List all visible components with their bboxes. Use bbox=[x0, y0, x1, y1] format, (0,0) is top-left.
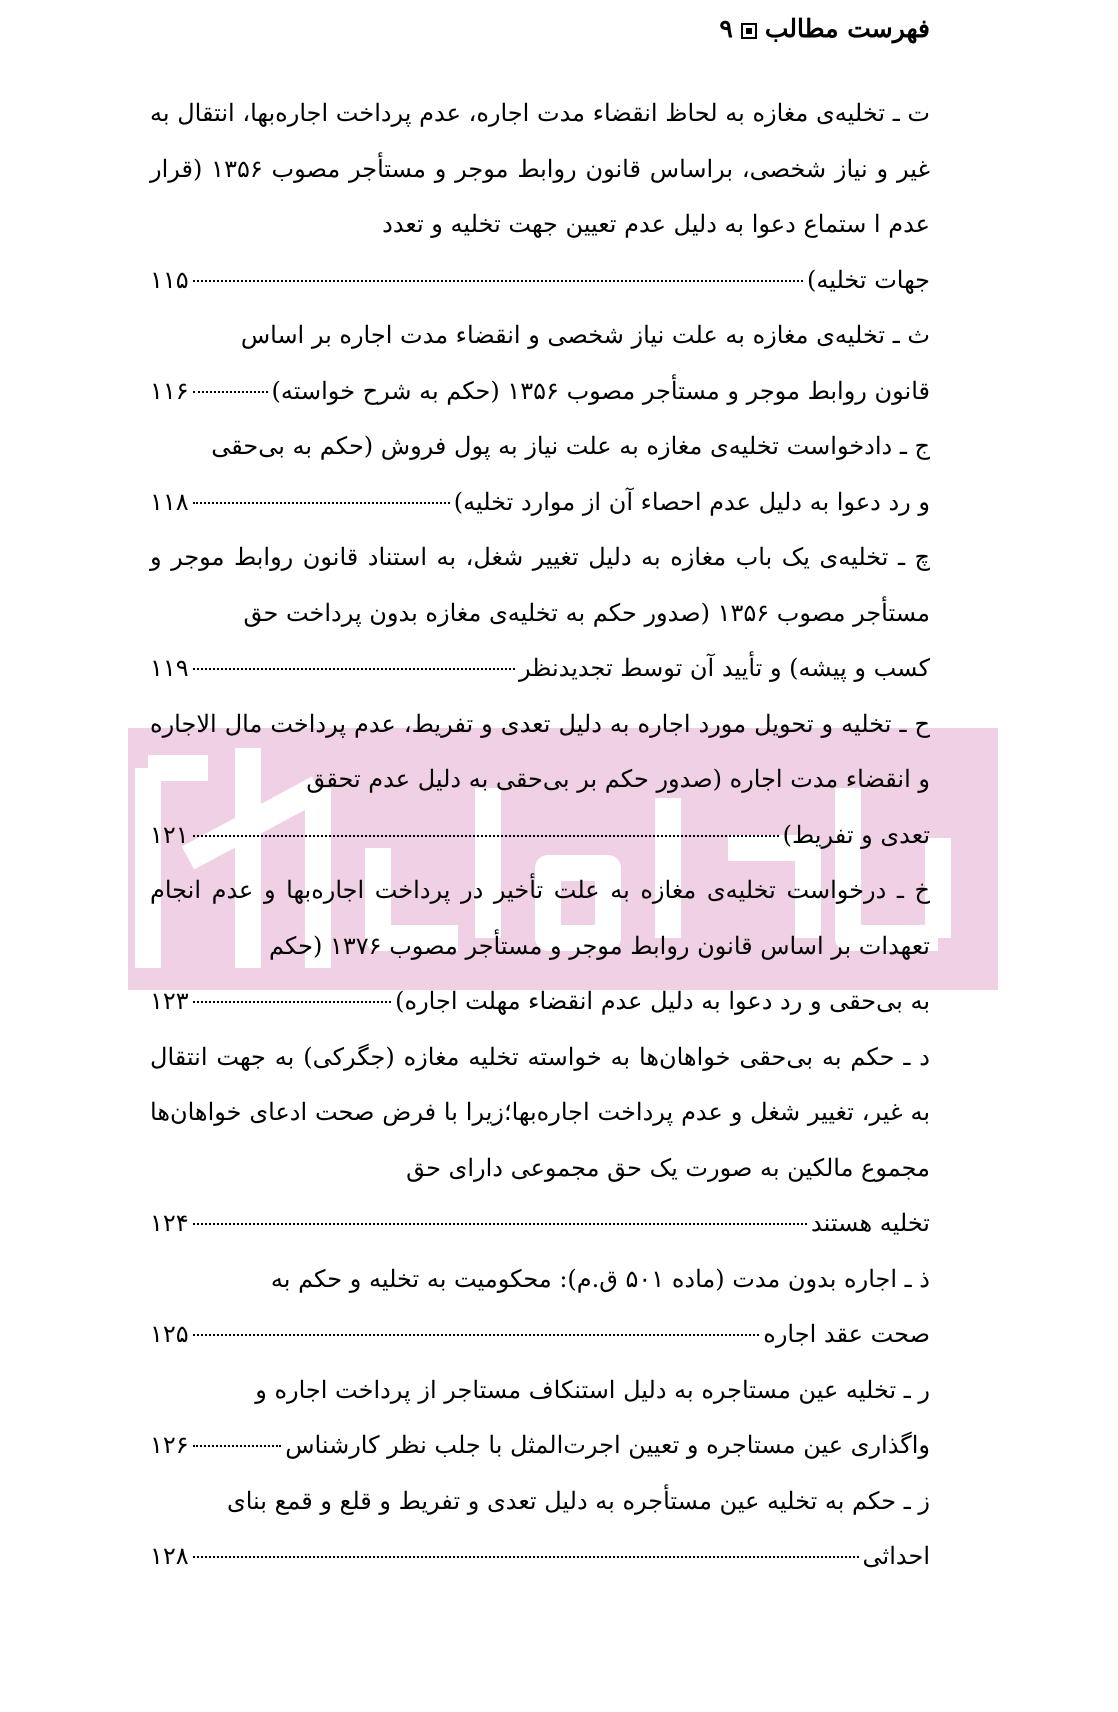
toc-entry-page: ۱۱۵ bbox=[150, 265, 189, 294]
dot-leader bbox=[193, 668, 515, 670]
dot-leader bbox=[193, 1556, 859, 1558]
toc-entry-page: ۱۱۹ bbox=[150, 654, 189, 682]
page-header bbox=[150, 14, 930, 58]
toc-entry-page: ۱۲۴ bbox=[150, 1209, 189, 1237]
toc-entry-tha[interactable] bbox=[150, 308, 930, 419]
toc-entry-last-line: تعدی و تفریط) bbox=[782, 820, 930, 849]
toc-entry-last-line: جهات تخلیه) bbox=[806, 265, 930, 294]
toc-entry-zal[interactable] bbox=[150, 1252, 930, 1363]
toc-entry-jim[interactable] bbox=[150, 419, 930, 530]
dot-leader bbox=[193, 1223, 807, 1225]
dot-leader bbox=[193, 1001, 391, 1003]
toc-entry-last-line: کسب و پیشه) و تأیید آن توسط تجدیدنظر bbox=[519, 654, 930, 682]
dot-leader bbox=[193, 835, 779, 837]
toc-entry-body: خ ـ درخواست تخلیه‌ی مغازه به علت تأخیر در پرداخت اجاره‌بها و عدم انجام تعهدات بر اساس قانون روابط موجر و مستأجر مصوب ۱۳۷۶ (حکم bbox=[150, 876, 930, 960]
toc-entry-body: د ـ حکم به بی‌حقی خواهان‌ها به خواسته تخلیه مغازه (جگرکی) به جهت انتقال به غیر، تغییر شغل و عدم پرداخت اجاره‌بها؛زیرا با فرض صحت ادعای خواهان‌ها مجموع مالکین به صورت یک حق مجموعی دارای حق bbox=[150, 1042, 930, 1182]
dot-leader bbox=[193, 502, 450, 504]
toc-entry-last-line: صحت عقد اجاره bbox=[763, 1320, 930, 1348]
toc-entry-last-line: و رد دعوا به دلیل عدم احصاء آن از موارد تخلیه) bbox=[453, 487, 930, 516]
toc-entry-khe[interactable] bbox=[150, 863, 930, 1030]
toc-entry-page: ۱۲۱ bbox=[150, 820, 189, 849]
header-title: فهرست مطالب bbox=[764, 14, 930, 43]
toc-entry-body: ت ـ تخلیه‌ی مغازه به لحاظ انقضاء مدت اجاره، عدم پرداخت اجاره‌بها، انتقال به غیر و نیاز شخصی، براساس قانون روابط موجر و مستأجر مصوب ۱۳۵۶ (قرار عدم ا ستماع دعوا به دلیل عدم تعیین جهت تخلیه و تعدد bbox=[150, 99, 930, 238]
toc-entry-che[interactable] bbox=[150, 530, 930, 697]
toc-entry-dal[interactable] bbox=[150, 1030, 930, 1252]
toc-entry-body: ذ ـ اجاره بدون مدت (ماده ۵۰۱ ق.م): محکومیت به تخلیه و حکم به bbox=[270, 1264, 930, 1293]
toc-entry-last-line: احداثی bbox=[862, 1542, 930, 1570]
toc-entry-page: ۱۱۶ bbox=[150, 376, 189, 405]
toc-entry-ta[interactable] bbox=[150, 86, 930, 308]
toc-entry-body: چ ـ تخلیه‌ی یک باب مغازه به دلیل تغییر شغل، به استناد قانون روابط موجر و مستأجر مصوب ۱۳۵۶ (صدور حکم به تخلیه‌ی مغازه بدون پرداخت حق bbox=[150, 543, 930, 627]
toc-entry-page: ۱۱۸ bbox=[150, 487, 189, 516]
toc-entry-last-line: واگذاری عین مستاجره و تعیین اجرت‌المثل با جلب نظر کارشناس bbox=[285, 1431, 930, 1459]
toc-entry-last-line: قانون روابط موجر و مستأجر مصوب ۱۳۵۶ (حکم به شرح خواسته) bbox=[271, 376, 930, 405]
toc-entry-he[interactable] bbox=[150, 697, 930, 864]
toc-entry-last-line: به بی‌حقی و رد دعوا به دلیل عدم انقضاء مهلت اجاره) bbox=[395, 987, 930, 1015]
toc-entry-body: ح ـ تخلیه و تحویل مورد اجاره به دلیل تعدی و تفریط، عدم پرداخت مال الاجاره و انقضاء مدت اجاره (صدور حکم بر بی‌حقی به دلیل عدم تحقق bbox=[150, 709, 930, 793]
toc-entry-ze[interactable] bbox=[150, 1474, 930, 1585]
toc-entry-re[interactable] bbox=[150, 1363, 930, 1474]
toc-entry-body: ج ـ دادخواست تخلیه‌ی مغازه به علت نیاز به پول فروش (حکم به بی‌حقی bbox=[211, 432, 930, 460]
page-number: ۹ bbox=[719, 14, 733, 43]
dot-leader bbox=[193, 391, 268, 393]
table-of-contents bbox=[150, 86, 930, 1585]
toc-entry-body: ث ـ تخلیه‌ی مغازه به علت نیاز شخصی و انقضاء مدت اجاره بر اساس bbox=[240, 321, 930, 349]
toc-entry-body: ز ـ حکم به تخلیه عین مستأجره به دلیل تعدی و تفریط و قلع و قمع بنای bbox=[226, 1486, 930, 1515]
toc-entry-body: ر ـ تخلیه عین مستاجره به دلیل استنکاف مستاجر از پرداخت اجاره و bbox=[255, 1375, 930, 1404]
toc-entry-page: ۱۲۵ bbox=[150, 1320, 189, 1348]
dot-leader bbox=[193, 280, 803, 282]
toc-entry-page: ۱۲۳ bbox=[150, 987, 189, 1015]
dot-leader bbox=[193, 1334, 760, 1336]
toc-entry-last-line: تخلیه هستند bbox=[810, 1209, 930, 1237]
square-separator-icon bbox=[741, 23, 757, 39]
dot-leader bbox=[193, 1445, 282, 1447]
toc-entry-page: ۱۲۸ bbox=[150, 1542, 189, 1570]
toc-entry-page: ۱۲۶ bbox=[150, 1431, 189, 1459]
